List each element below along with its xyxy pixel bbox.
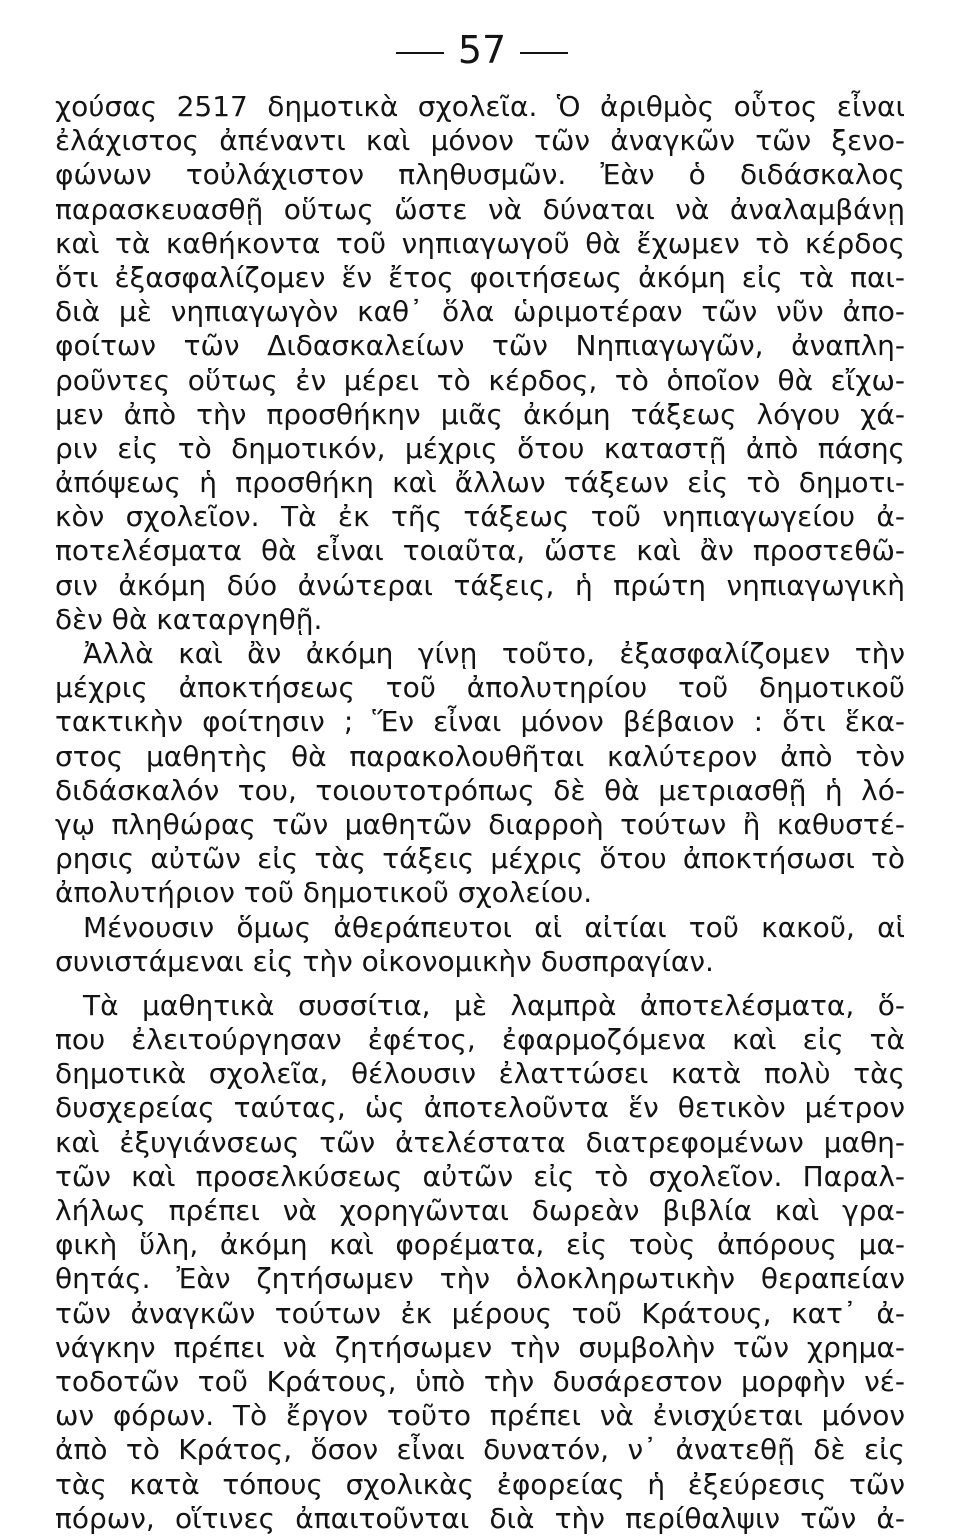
- paragraph-2: [55, 637, 905, 911]
- text-line: φικὴ ὕλη, ἀκόμη καὶ φορέματα, εἰς τοὺς ἀπόρους μα-: [55, 1228, 905, 1262]
- text-line: καὶ ἐξυγιάνσεως τῶν ἀτελέστατα διατρεφομένων μαθη-: [55, 1125, 905, 1159]
- text-line: ρησις αὐτῶν εἰς τὰς τάξεις μέχρις ὅτου ἀποκτήσωσι τὸ: [55, 842, 905, 876]
- page-number-left-rule: [396, 52, 444, 54]
- text-line: μέχρις ἀποκτήσεως τοῦ ἀπολυτηρίου τοῦ δημοτικοῦ: [55, 671, 905, 705]
- text-line: τῶν καὶ προσελκύσεως αὐτῶν εἰς τὸ σχολεῖον. Παραλ-: [55, 1159, 905, 1193]
- text-line: τοδοτῶν τοῦ Κράτους, ὑπὸ τὴν δυσάρεστον μορφὴν νέ-: [55, 1364, 905, 1398]
- text-line: πόρων, οἵτινες ἀπαιτοῦνται διὰ τὴν περίθαλψιν τῶν ἀ-: [55, 1501, 905, 1535]
- text-line: που ἐλειτούργησαν ἐφέτος, ἐφαρμοζόμενα καὶ εἰς τὰ: [55, 1023, 905, 1057]
- text-line: φοίτων τῶν Διδασκαλείων τῶν Νηπιαγωγῶν, ἀναπλη-: [55, 329, 905, 363]
- text-line: δυσχερείας ταύτας, ὡς ἀποτελοῦντα ἕν θετικὸν μέτρον: [55, 1091, 905, 1125]
- page-number: [0, 28, 964, 72]
- text-line: ριν εἰς τὸ δημοτικόν, μέχρις ὅτου καταστῇ ἀπὸ πάσης: [55, 431, 905, 465]
- text-line: θητάς. Ἐὰν ζητήσωμεν τὴν ὁλοκληρωτικὴν θεραπείαν: [55, 1262, 905, 1296]
- text-line: Μένουσιν ὅμως ἀθεράπευτοι αἱ αἰτίαι τοῦ κακοῦ, αἱ: [83, 910, 905, 944]
- text-line: γῳ πληθώρας τῶν μαθητῶν διαρροὴ τούτων ἢ καθυστέ-: [55, 807, 905, 841]
- text-line: ροῦντες οὕτως ἐν μέρει τὸ κέρδος, τὸ ὁποῖον θὰ εἴχω-: [55, 363, 905, 397]
- paragraph-4: [55, 989, 905, 1536]
- text-line: δημοτικὰ σχολεῖα, θέλουσιν ἐλαττώσει κατὰ πολὺ τὰς: [55, 1057, 905, 1091]
- text-line: τὰς κατὰ τόπους σχολικὰς ἐφορείας ἡ ἐξεύρεσις τῶν: [55, 1467, 905, 1501]
- text-line: ἀπόψεως ἡ προσθήκη καὶ ἄλλων τάξεων εἰς τὸ δημοτι-: [55, 466, 905, 500]
- text-line: λήλως πρέπει νὰ χορηγῶνται δωρεὰν βιβλία καὶ γρα-: [55, 1194, 905, 1227]
- text-line: φώνων τοὐλάχιστον πληθυσμῶν. Ἐὰν ὁ διδάσκαλος: [55, 158, 905, 192]
- text-line: τῶν ἀναγκῶν τούτων ἐκ μέρους τοῦ Κράτους, κατ᾽ ἀ-: [55, 1296, 905, 1330]
- body-text: [55, 90, 905, 1536]
- text-line: Ἀλλὰ καὶ ἂν ἀκόμη γίνῃ τοῦτο, ἐξασφαλίζομεν τὴν: [83, 637, 905, 670]
- text-line: χούσας 2517 δημοτικὰ σχολεῖα. Ὁ ἀριθμὸς οὗτος εἶναι: [55, 90, 905, 123]
- text-line: ἐλάχιστος ἀπέναντι καὶ μόνον τῶν ἀναγκῶν τῶν ξενο-: [55, 124, 905, 158]
- text-line: μεν ἀπὸ τὴν προσθήκην μιᾶς ἀκόμη τάξεως λόγου χά-: [55, 397, 905, 431]
- text-line: συνιστάμεναι εἰς τὴν οἰκονομικὴν δυσπραγίαν.: [55, 944, 714, 978]
- page-number-value: 57: [457, 28, 507, 72]
- text-line: σιν ἀκόμη δύο ἀνώτεραι τάξεις, ἡ πρώτη νηπιαγωγικὴ: [55, 568, 905, 602]
- text-line: Τὰ μαθητικὰ συσσίτια, μὲ λαμπρὰ ἀποτελέσματα, ὅ-: [83, 988, 905, 1022]
- text-line: ἀπολυτήριον τοῦ δημοτικοῦ σχολείου.: [55, 876, 593, 910]
- paragraph-3: [55, 911, 905, 979]
- text-line: κὸν σχολεῖον. Τὰ ἐκ τῆς τάξεως τοῦ νηπιαγωγείου ἀ-: [55, 500, 905, 534]
- text-line: παρασκευασθῇ οὕτως ὥστε νὰ δύναται νὰ ἀναλαμβάνῃ: [55, 192, 905, 226]
- page-number-right-rule: [520, 52, 568, 54]
- text-line: στος μαθητὴς θὰ παρακολουθῆται καλύτερον ἀπὸ τὸν: [55, 739, 905, 773]
- text-line: διὰ μὲ νηπιαγωγὸν καθ᾽ ὅλα ὡριμοτέραν τῶν νῦν ἀπο-: [55, 295, 905, 329]
- text-line: διδάσκαλόν του, τοιουτοτρόπως δὲ θὰ μετριασθῇ ἡ λό-: [55, 773, 905, 807]
- text-line: τακτικὴν φοίτησιν ; Ἕν εἶναι μόνον βέβαιον : ὅτι ἕκα-: [55, 705, 905, 739]
- text-line: ων φόρων. Τὸ ἔργον τοῦτο πρέπει νὰ ἐνισχύεται μόνον: [55, 1399, 905, 1433]
- text-line: δὲν θὰ καταργηθῇ.: [55, 602, 323, 636]
- text-line: καὶ τὰ καθήκοντα τοῦ νηπιαγωγοῦ θὰ ἔχωμεν τὸ κέρδος: [55, 226, 905, 260]
- text-line: νάγκην πρέπει νὰ ζητήσωμεν τὴν συμβολὴν τῶν χρημα-: [55, 1330, 905, 1364]
- text-line: ἀπὸ τὸ Κράτος, ὅσον εἶναι δυνατόν, ν᾽ ἀνατεθῇ δὲ εἰς: [55, 1433, 905, 1467]
- paragraph-1: [55, 90, 905, 637]
- text-line: ὅτι ἐξασφαλίζομεν ἕν ἔτος φοιτήσεως ἀκόμη εἰς τὰ παι-: [55, 260, 905, 294]
- text-line: ποτελέσματα θὰ εἶναι τοιαῦτα, ὥστε καὶ ἂν προστεθῶ-: [55, 534, 905, 568]
